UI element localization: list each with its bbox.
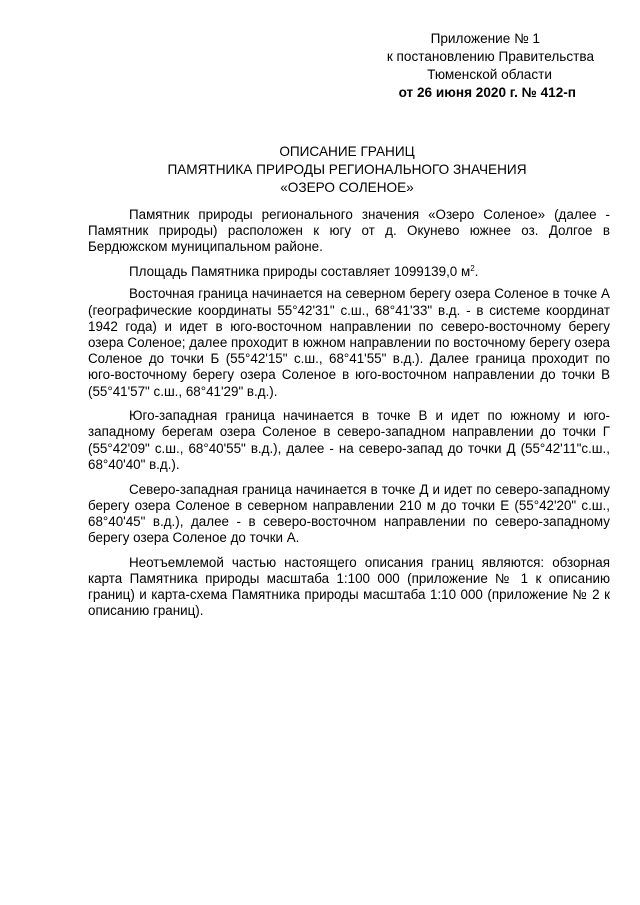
paragraph-northwest-boundary: Северо-западная граница начинается в точке Д и идет по северо-западному берегу озера Соленое в северном направлении 210 м до точки Е (55°42'20" с.ш., 68°40'45" в.д.), далее - в северо-восточном направлении по северо-западному берегу озера Соленое до точки А.: [88, 481, 610, 546]
appendix-decree-ref: к постановлению Правительства: [386, 49, 594, 64]
paragraph-area: [88, 264, 610, 280]
area-unit-superscript: 2: [470, 264, 475, 274]
appendix-header: [340, 30, 594, 102]
title-line-1: ОПИСАНИЕ ГРАНИЦ: [279, 144, 415, 159]
area-period: .: [474, 264, 479, 280]
document-body: [88, 207, 610, 628]
appendix-decree-date: от 26 июня 2020 г. № 412-п: [398, 85, 576, 100]
title-line-2: ПАМЯТНИКА ПРИРОДЫ РЕГИОНАЛЬНОГО ЗНАЧЕНИЯ: [167, 162, 527, 177]
title-line-3: «ОЗЕРО СОЛЕНОЕ»: [280, 180, 414, 195]
document-title: [87, 143, 607, 197]
paragraph-southwest-boundary: Юго-западная граница начинается в точке В и идет по южному и юго-западному берегам озера Соленое в северо-западном направлении до точки Г (55°42'09" с.ш., 68°40'55" в.д.), далее - на северо-запад до точки Д (55°42'11"с.ш., 68°40'40" в.д.).: [88, 408, 610, 472]
paragraph-closing: Неотъемлемой частью настоящего описания границ являются: обзорная карта Памятника природы масштаба 1:100 000 (приложение № 1 к описанию границ) и карта-схема Памятника природы масштаба 1:10 000 (приложение № 2 к описанию границ).: [88, 554, 610, 619]
paragraph-intro: Памятник природы регионального значения «Озеро Соленое» (далее - Памятник природы) расположен к югу от д. Окунево южнее оз. Долгое в Бердюжском муниципальном районе.: [88, 207, 610, 255]
paragraph-east-boundary: Восточная граница начинается на северном берегу озера Соленое в точке А (географические координаты 55°42'31" с.ш., 68°41'33" в.д. - в системе координат 1942 года) и идет в юго-восточном направлении по северо-восточному берегу озера Соленое; далее проходит в южном направлении по восточному берегу озера Соленое до точки Б (55°42'15" с.ш., 68°41'55" в.д.). Далее граница проходит по юго-восточному берегу озера Соленое в юго-восточном направлении до точки В (55°41'57" с.ш., 68°41'29" в.д.).: [88, 286, 610, 399]
appendix-number: Приложение № 1: [430, 31, 540, 46]
appendix-region: Тюменской области: [427, 67, 552, 82]
area-text: Площадь Памятника природы составляет 1099139,0 м: [129, 264, 471, 280]
